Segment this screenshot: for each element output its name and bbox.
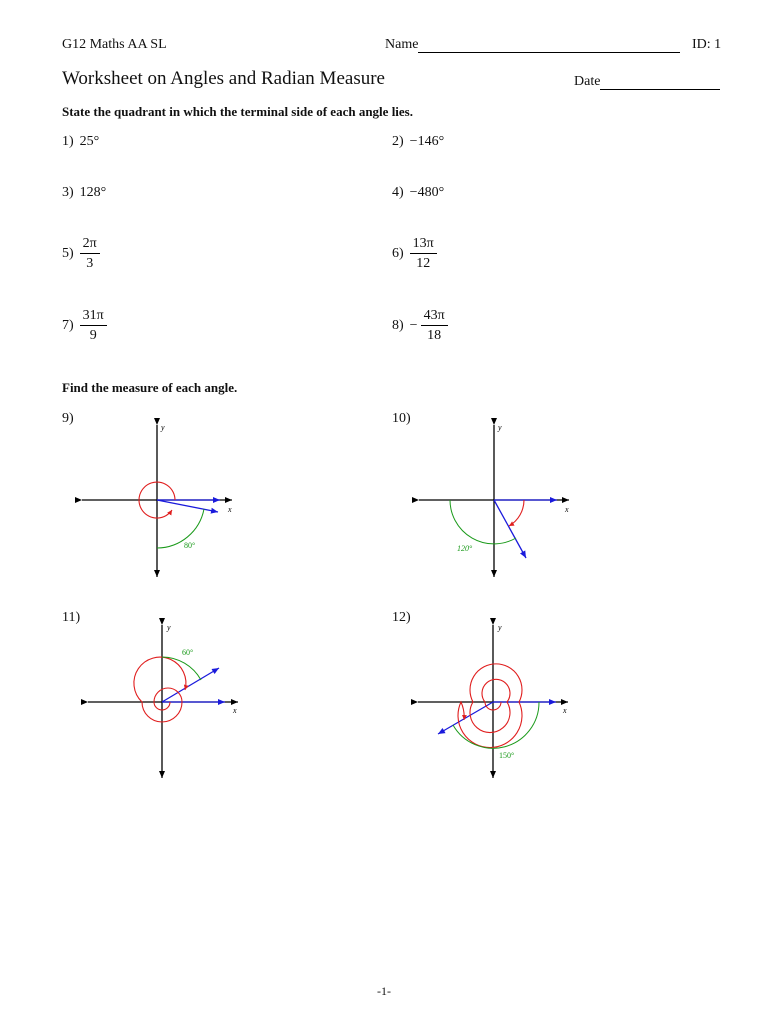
terminal-side <box>494 500 526 558</box>
y-axis-label: y <box>167 623 171 632</box>
reference-angle-arc <box>157 509 204 548</box>
problem-number: 5) <box>62 245 74 261</box>
denominator: 12 <box>416 256 431 271</box>
denominator: 18 <box>427 328 442 343</box>
reference-angle-label: 60° <box>182 648 194 657</box>
course-name: G12 Maths AA SL <box>62 37 167 52</box>
page-number: -1- <box>377 984 391 998</box>
problem-number: 3) <box>62 185 74 200</box>
diagram-11 <box>88 623 238 778</box>
y-axis-label: y <box>498 423 502 432</box>
section2-instruction: Find the measure of each angle. <box>62 380 238 395</box>
reference-angle-label: 120° <box>457 544 473 553</box>
reference-angle-label: 80° <box>184 541 196 550</box>
diagram-12 <box>418 623 568 778</box>
problem-value: −480° <box>409 185 445 200</box>
x-axis-label: x <box>228 505 232 514</box>
problem-number: 7) <box>62 317 74 333</box>
y-axis-label: y <box>498 623 502 632</box>
problem-11-number: 11) <box>62 610 81 625</box>
problem-value: 128° <box>79 185 107 200</box>
problem-number: 2) <box>392 134 404 149</box>
diagram-9 <box>82 423 232 577</box>
x-axis-label: x <box>563 706 567 715</box>
measured-angle-arc <box>509 500 524 526</box>
problem-12-number: 12) <box>392 610 411 625</box>
problem-value: −146° <box>409 134 445 149</box>
negative-sign: − <box>409 317 418 333</box>
student-id: ID: 1 <box>692 37 722 52</box>
problem-number: 1) <box>62 134 74 149</box>
measured-angle-arc <box>458 664 522 748</box>
y-axis-label: y <box>161 423 165 432</box>
numerator: 2π <box>80 236 100 254</box>
numerator: 31π <box>80 308 107 326</box>
problem-number: 4) <box>392 185 404 200</box>
numerator: 13π <box>410 236 437 254</box>
terminal-side <box>438 702 493 734</box>
denominator: 9 <box>89 328 97 343</box>
problem-10-number: 10) <box>392 411 411 426</box>
date-label: Date <box>574 74 601 89</box>
x-axis-label: x <box>233 706 237 715</box>
problem-number: 6) <box>392 245 404 261</box>
numerator: 43π <box>421 308 448 326</box>
section1-instruction: State the quadrant in which the terminal side of each angle lies. <box>62 104 413 119</box>
problem-value: 25° <box>79 134 100 149</box>
diagram-10 <box>419 423 569 577</box>
x-axis-label: x <box>565 505 569 514</box>
problem-9-number: 9) <box>62 411 74 426</box>
problem-number: 8) <box>392 317 404 333</box>
page-title: Worksheet on Angles and Radian Measure <box>62 68 385 89</box>
terminal-side <box>162 668 219 702</box>
denominator: 3 <box>86 256 94 271</box>
measured-angle-arc <box>134 657 186 722</box>
name-label: Name <box>385 37 419 52</box>
reference-angle-label: 150° <box>499 751 515 760</box>
terminal-side <box>157 500 218 512</box>
